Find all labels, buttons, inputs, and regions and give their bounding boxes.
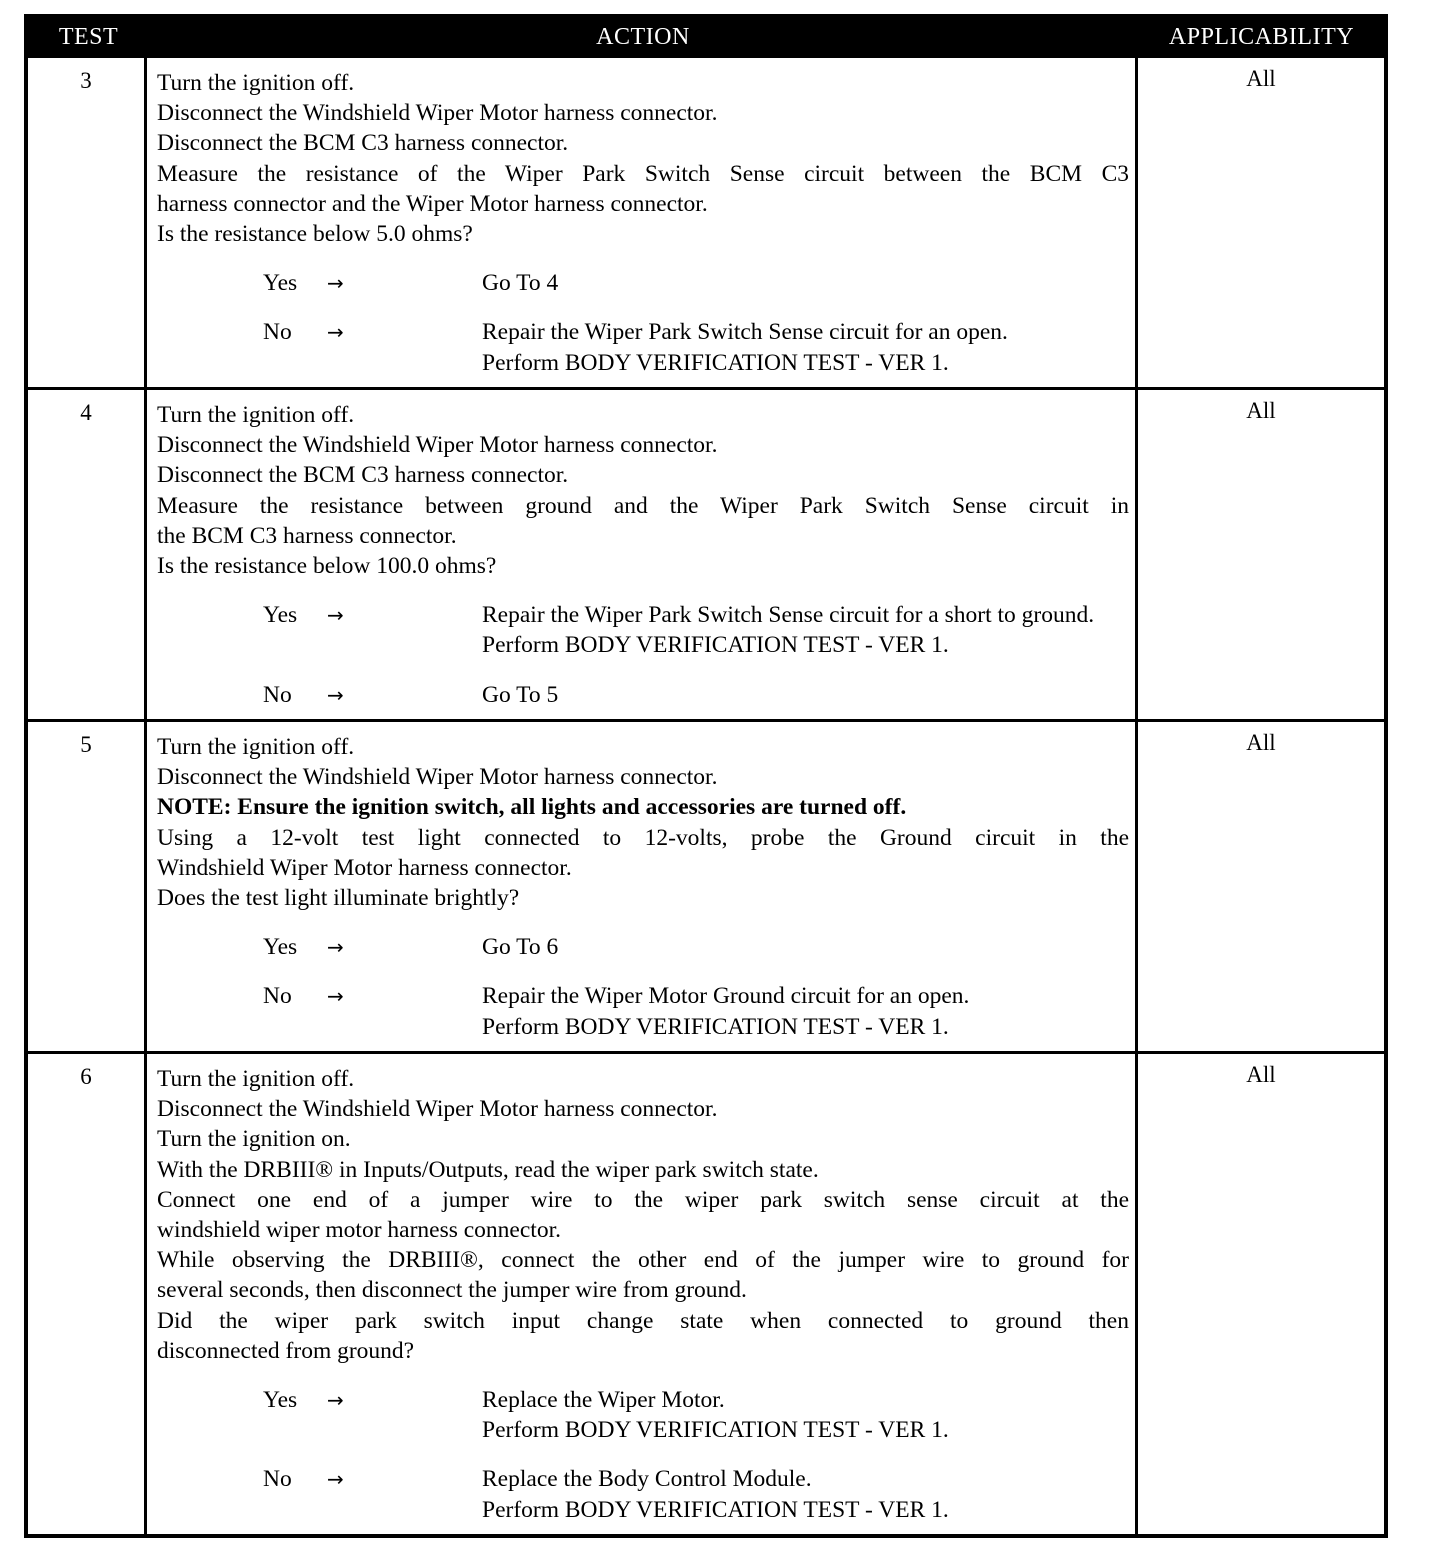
question: disconnected from ground? <box>157 1337 415 1364</box>
arrow-icon: → <box>327 320 344 345</box>
step: With the DRBIII® in Inputs/Outputs, read the wiper park switch state. <box>157 1156 819 1183</box>
arrow-icon: → <box>327 1467 344 1492</box>
step: Turn the ignition off. <box>157 1066 355 1092</box>
arrow-icon: → <box>327 682 344 707</box>
no-outcome <box>263 981 1129 1041</box>
result-line: Perform BODY VERIFICATION TEST - VER 1. <box>482 1496 949 1523</box>
applicability-cell: All <box>1135 390 1384 719</box>
no-label: No <box>263 1466 292 1493</box>
yes-outcome <box>263 1385 1129 1445</box>
no-label: No <box>263 681 292 708</box>
arrow-icon: → <box>327 935 344 960</box>
step: Measure the resistance of the Wiper Park Switch Sense circuit between the BCM C3 <box>157 160 1129 187</box>
question: Is the resistance below 5.0 ohms? <box>157 221 473 248</box>
result-line: Perform BODY VERIFICATION TEST - VER 1. <box>482 1013 949 1040</box>
action-cell <box>147 390 1135 719</box>
result-line: Go To 6 <box>482 934 559 961</box>
no-outcome <box>263 1464 1129 1524</box>
no-outcome <box>263 317 1129 377</box>
step: Windshield Wiper Motor harness connector. <box>157 854 572 881</box>
yes-outcome <box>263 600 1129 660</box>
table-row-test-4 <box>28 390 1384 722</box>
result-line: Replace the Wiper Motor. <box>482 1387 725 1414</box>
yes-label: Yes <box>263 1387 298 1414</box>
header-test: TEST <box>58 24 119 50</box>
step: Disconnect the BCM C3 harness connector. <box>157 130 569 157</box>
step: windshield wiper motor harness connector. <box>157 1217 561 1244</box>
table-row-test-3 <box>28 58 1384 390</box>
step: While observing the DRBIII®, connect the other end of the jumper wire to ground for <box>157 1247 1129 1274</box>
no-label: No <box>263 319 292 346</box>
no-result <box>482 1464 1129 1524</box>
result-line: Go To 4 <box>482 270 559 297</box>
step: Turn the ignition on. <box>157 1126 351 1153</box>
yes-outcome <box>263 932 1129 962</box>
step: Disconnect the Windshield Wiper Motor harness connector. <box>157 432 718 459</box>
yes-outcome <box>263 268 1129 298</box>
test-number: 5 <box>28 722 147 1051</box>
arrow-icon: → <box>327 984 344 1009</box>
action-cell <box>147 722 1135 1051</box>
yes-result <box>482 268 1129 298</box>
step: harness connector and the Wiper Motor harness connector. <box>157 190 708 217</box>
action-cell <box>147 58 1135 387</box>
yes-label: Yes <box>263 270 298 297</box>
step: Disconnect the BCM C3 harness connector. <box>157 462 569 489</box>
step: Disconnect the Windshield Wiper Motor harness connector. <box>157 100 718 127</box>
applicability-cell: All <box>1135 722 1384 1051</box>
result-line: Repair the Wiper Park Switch Sense circuit for a short to ground. <box>482 602 1095 629</box>
yes-result <box>482 932 1129 962</box>
step: Turn the ignition off. <box>157 402 355 428</box>
no-result <box>482 317 1129 377</box>
header-action: ACTION <box>596 24 690 50</box>
header-applicability: APPLICABILITY <box>1168 24 1355 50</box>
result-line: Go To 5 <box>482 681 559 708</box>
step: Using a 12-volt test light connected to 12-volts, probe the Ground circuit in the <box>157 824 1129 851</box>
table-header <box>28 18 1384 58</box>
arrow-icon: → <box>327 1388 344 1413</box>
yes-result <box>482 600 1129 660</box>
test-number: 3 <box>28 58 147 387</box>
test-number: 4 <box>28 390 147 719</box>
yes-label: Yes <box>263 934 298 961</box>
arrow-icon: → <box>327 603 344 628</box>
step: Disconnect the Windshield Wiper Motor harness connector. <box>157 1096 718 1123</box>
action-cell <box>147 1054 1135 1534</box>
table-row-test-5 <box>28 722 1384 1054</box>
result-line: Perform BODY VERIFICATION TEST - VER 1. <box>482 349 949 376</box>
result-line: Repair the Wiper Motor Ground circuit for an open. <box>482 983 970 1010</box>
question: Is the resistance below 100.0 ohms? <box>157 553 497 580</box>
result-line: Replace the Body Control Module. <box>482 1466 812 1493</box>
result-line: Perform BODY VERIFICATION TEST - VER 1. <box>482 1417 949 1444</box>
step: Turn the ignition off. <box>157 734 355 760</box>
step: Measure the resistance between ground and the Wiper Park Switch Sense circuit in <box>157 492 1129 519</box>
question: Does the test light illuminate brightly? <box>157 885 520 912</box>
no-result <box>482 680 1129 710</box>
applicability-cell: All <box>1135 58 1384 387</box>
result-line: Repair the Wiper Park Switch Sense circuit for an open. <box>482 319 1008 346</box>
step: Connect one end of a jumper wire to the wiper park switch sense circuit at the <box>157 1186 1129 1213</box>
step: the BCM C3 harness connector. <box>157 522 457 549</box>
yes-label: Yes <box>263 602 298 629</box>
applicability-cell: All <box>1135 1054 1384 1534</box>
test-number: 6 <box>28 1054 147 1534</box>
yes-result <box>482 1385 1129 1445</box>
arrow-icon: → <box>327 271 344 296</box>
step: several seconds, then disconnect the jumper wire from ground. <box>157 1277 747 1304</box>
table-row-test-6 <box>28 1054 1384 1534</box>
no-result <box>482 981 1129 1041</box>
step: Turn the ignition off. <box>157 70 355 96</box>
note: NOTE: Ensure the ignition switch, all lights and accessories are turned off. <box>157 794 907 821</box>
diagnostic-table <box>24 14 1388 1538</box>
question: Did the wiper park switch input change state when connected to ground then <box>157 1307 1129 1334</box>
no-outcome <box>263 680 1129 710</box>
step: Disconnect the Windshield Wiper Motor harness connector. <box>157 764 718 791</box>
result-line: Perform BODY VERIFICATION TEST - VER 1. <box>482 632 949 659</box>
no-label: No <box>263 983 292 1010</box>
